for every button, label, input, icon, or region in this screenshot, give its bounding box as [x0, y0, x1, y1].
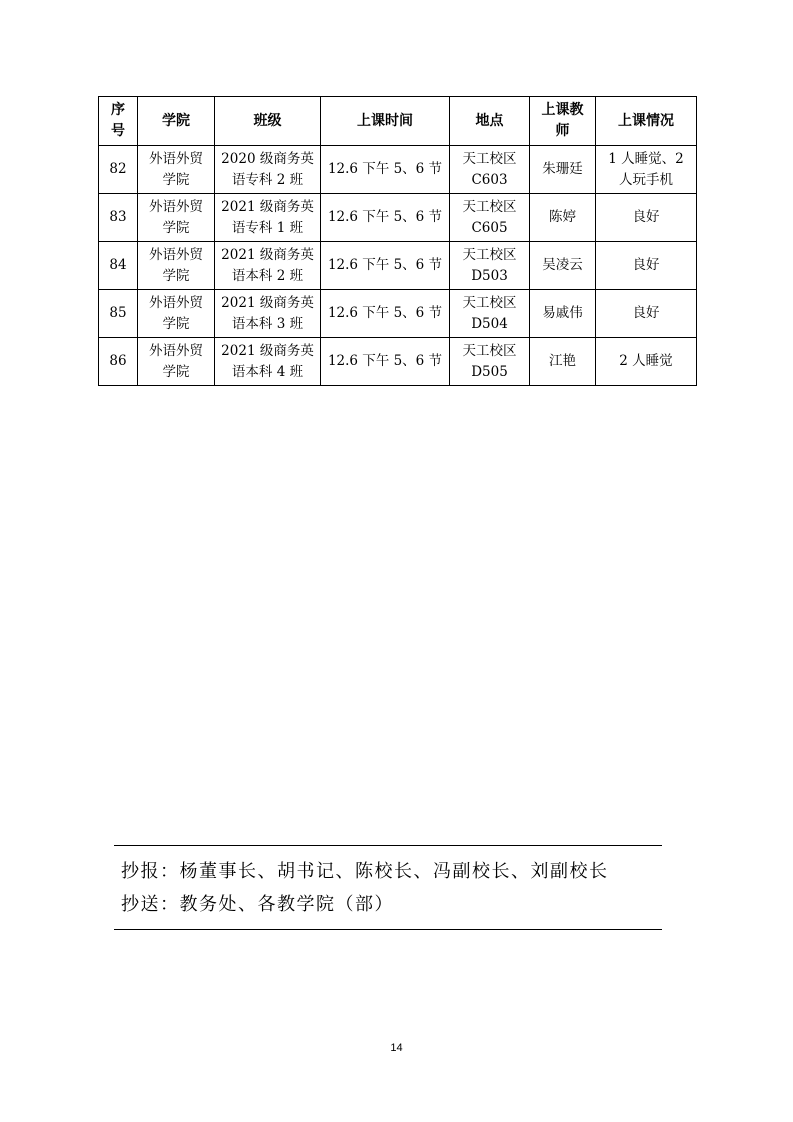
table-row [99, 338, 697, 386]
cell-status: 良好 [596, 194, 697, 242]
table-header-row [99, 97, 697, 146]
header-time: 上课时间 [321, 97, 450, 146]
table-row [99, 194, 697, 242]
cell-teacher: 朱珊廷 [530, 146, 596, 194]
divider-line [114, 929, 662, 930]
report-to-line: 抄报：杨董事长、胡书记、陈校长、冯副校长、刘副校长 [121, 861, 609, 882]
cell-class: 2021 级商务英 语本科 4 班 [215, 338, 321, 386]
cell-college: 外语外贸 学院 [138, 242, 215, 290]
cell-class: 2021 级商务英 语本科 2 班 [215, 242, 321, 290]
header-index: 序 号 [99, 97, 138, 146]
cell-status: 良好 [596, 290, 697, 338]
cell-class: 2020 级商务英 语专科 2 班 [215, 146, 321, 194]
cell-college: 外语外贸 学院 [138, 146, 215, 194]
header-college: 学院 [138, 97, 215, 146]
cell-location: 天工校区 D503 [450, 242, 530, 290]
cell-time: 12.6 下午 5、6 节 [321, 290, 450, 338]
cell-status: 良好 [596, 242, 697, 290]
cell-teacher: 吴凌云 [530, 242, 596, 290]
cell-time: 12.6 下午 5、6 节 [321, 242, 450, 290]
header-class: 班级 [215, 97, 321, 146]
cell-index: 83 [99, 194, 138, 242]
cell-teacher: 易戚伟 [530, 290, 596, 338]
copy-to-line: 抄送：教务处、各教学院（部） [121, 894, 394, 915]
cell-location: 天工校区 D504 [450, 290, 530, 338]
table-row [99, 242, 697, 290]
cell-location: 天工校区 D505 [450, 338, 530, 386]
cell-status: 2 人睡觉 [596, 338, 697, 386]
cell-index: 84 [99, 242, 138, 290]
cell-location: 天工校区 C603 [450, 146, 530, 194]
cell-college: 外语外贸 学院 [138, 338, 215, 386]
cell-class: 2021 级商务英 语专科 1 班 [215, 194, 321, 242]
cell-time: 12.6 下午 5、6 节 [321, 146, 450, 194]
cell-college: 外语外贸 学院 [138, 194, 215, 242]
divider-line [114, 845, 662, 846]
distribution-block [114, 845, 662, 930]
cell-index: 82 [99, 146, 138, 194]
cell-time: 12.6 下午 5、6 节 [321, 338, 450, 386]
class-inspection-table [98, 96, 697, 386]
cell-time: 12.6 下午 5、6 节 [321, 194, 450, 242]
table-row [99, 290, 697, 338]
table-row [99, 146, 697, 194]
page-number: 14 [390, 1042, 403, 1054]
cell-status: 1 人睡觉、2 人玩手机 [596, 146, 697, 194]
cell-teacher: 江艳 [530, 338, 596, 386]
header-status: 上课情况 [596, 97, 697, 146]
cell-index: 85 [99, 290, 138, 338]
cell-teacher: 陈婷 [530, 194, 596, 242]
cell-index: 86 [99, 338, 138, 386]
cell-class: 2021 级商务英 语本科 3 班 [215, 290, 321, 338]
cell-location: 天工校区 C605 [450, 194, 530, 242]
header-location: 地点 [450, 97, 530, 146]
cell-college: 外语外贸 学院 [138, 290, 215, 338]
header-teacher: 上课教 师 [530, 97, 596, 146]
